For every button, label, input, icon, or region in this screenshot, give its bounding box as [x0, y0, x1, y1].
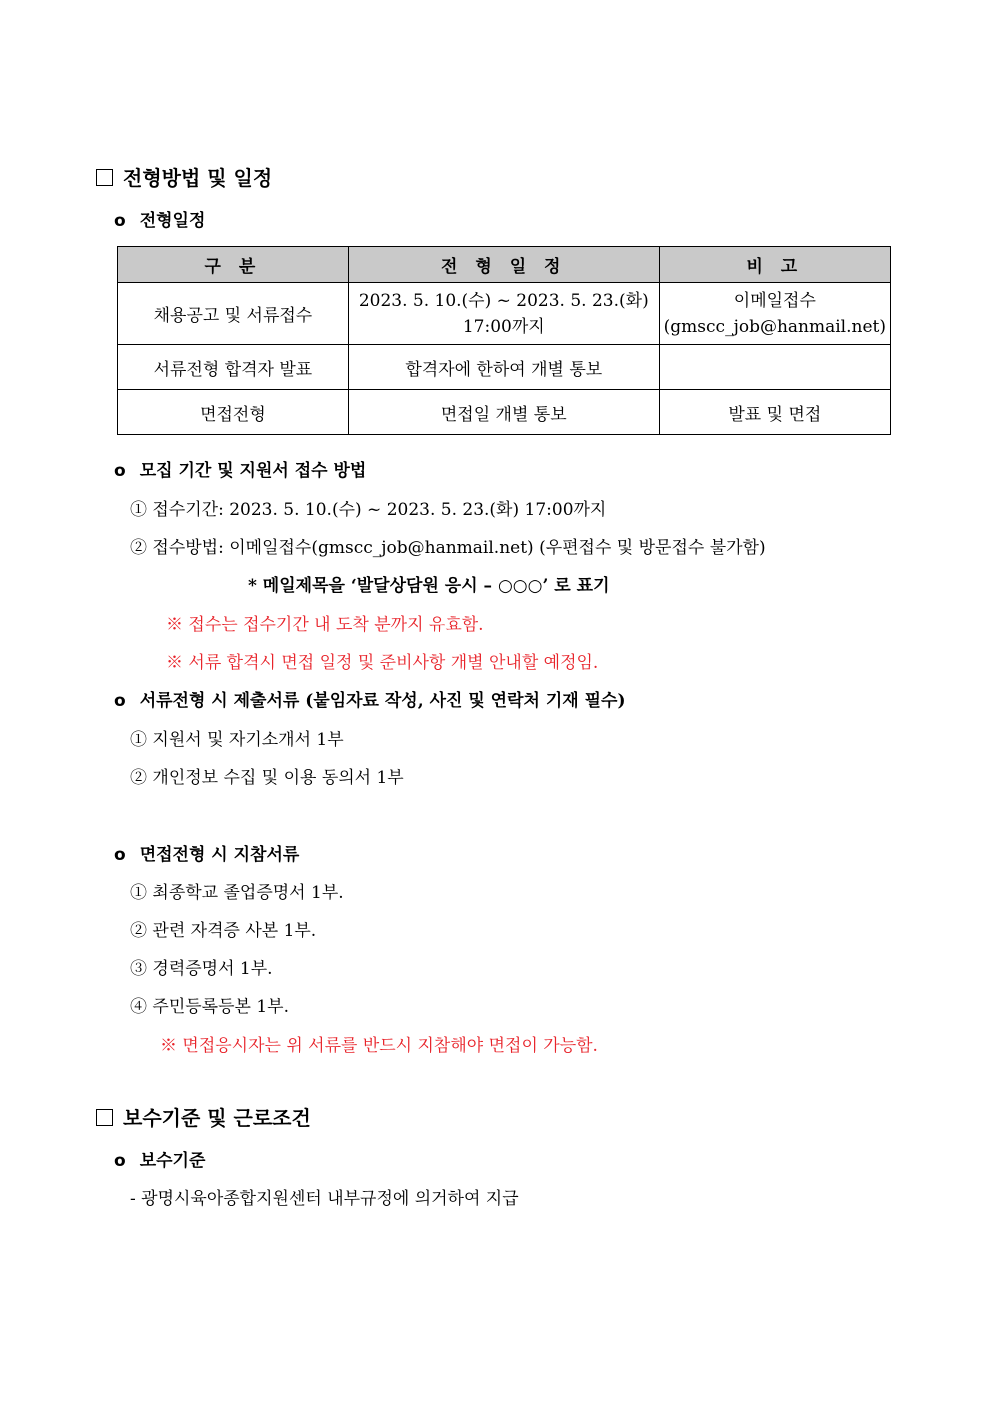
- table-cell: 면접전형: [118, 390, 349, 435]
- section-heading-screening: [96, 162, 272, 191]
- list-item: ② 관련 자격증 사본 1부.: [130, 921, 317, 941]
- table-header-row: [118, 247, 891, 283]
- circle-bullet-icon: o: [114, 461, 126, 481]
- table-cell: 면접일 개별 통보: [348, 390, 659, 435]
- table-cell: 이메일접수 (gmscc_job@hanmail.net): [659, 283, 890, 345]
- checkbox-square-icon: [96, 1109, 113, 1126]
- table-row: [118, 283, 891, 345]
- notice-text: ※ 면접응시자는 위 서류를 반드시 지참해야 면접이 가능함.: [160, 1036, 598, 1056]
- table-cell: [659, 345, 890, 390]
- list-item: ① 최종학교 졸업증명서 1부.: [130, 883, 344, 903]
- table-row: [118, 390, 891, 435]
- subheading-pay: o 보수기준: [114, 1151, 206, 1171]
- circle-bullet-icon: o: [114, 845, 126, 865]
- notice-text: ※ 접수는 접수기간 내 도착 분까지 유효함.: [166, 615, 484, 635]
- circle-bullet-icon: o: [114, 211, 126, 231]
- list-item: ④ 주민등록등본 1부.: [130, 997, 289, 1017]
- list-item: ② 접수방법: 이메일접수(gmscc_job@hanmail.net) (우편접수 및 방문접수 불가함): [130, 538, 766, 558]
- table-row: [118, 345, 891, 390]
- table-header: 구 분: [118, 247, 349, 283]
- table-cell: 채용공고 및 서류접수: [118, 283, 349, 345]
- circle-bullet-icon: o: [114, 691, 126, 711]
- table-cell: 서류전형 합격자 발표: [118, 345, 349, 390]
- section-title: 전형방법 및 일정: [123, 166, 273, 190]
- list-item: ① 지원서 및 자기소개서 1부: [130, 730, 344, 750]
- subheading-documents: o 서류전형 시 제출서류 (붙임자료 작성, 사진 및 연락처 기재 필수): [114, 691, 626, 711]
- circle-bullet-icon: o: [114, 1151, 126, 1171]
- list-item: ① 접수기간: 2023. 5. 10.(수) ~ 2023. 5. 23.(화) 17:00까지: [130, 500, 607, 520]
- checkbox-square-icon: [96, 169, 113, 186]
- notice-text: ※ 서류 합격시 면접 일정 및 준비사항 개별 안내할 예정임.: [166, 653, 599, 673]
- table-header: 전 형 일 정: [348, 247, 659, 283]
- table-header: 비 고: [659, 247, 890, 283]
- table-cell: 2023. 5. 10.(수) ~ 2023. 5. 23.(화) 17:00까지: [348, 283, 659, 345]
- table-cell: 발표 및 면접: [659, 390, 890, 435]
- pay-text: - 광명시육아종합지원센터 내부규정에 의거하여 지급: [130, 1189, 519, 1209]
- list-item: ② 개인정보 수집 및 이용 동의서 1부: [130, 768, 404, 788]
- table-cell: 합격자에 한하여 개별 통보: [348, 345, 659, 390]
- list-item: ③ 경력증명서 1부.: [130, 959, 273, 979]
- section-title: 보수기준 및 근로조건: [123, 1106, 311, 1130]
- section-heading-pay: [96, 1102, 311, 1131]
- mail-subject-note: * 메일제목을 ‘발달상담원 응시 – ○○○’ 로 표기: [248, 576, 610, 596]
- schedule-table: [117, 246, 891, 435]
- subheading-recruit: o 모집 기간 및 지원서 접수 방법: [114, 461, 367, 481]
- subheading-schedule: o 전형일정: [114, 211, 206, 231]
- subheading-interview: o 면접전형 시 지참서류: [114, 845, 300, 865]
